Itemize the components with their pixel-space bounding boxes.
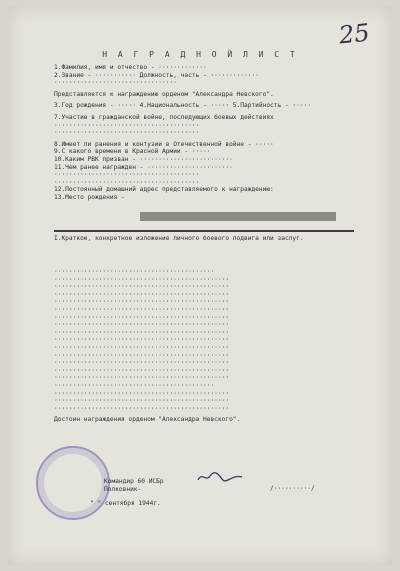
form-line: Представляется к награждению орденом "Александра Невского".: [54, 90, 274, 98]
citation-line: ···············································: [54, 389, 230, 397]
commander-title: [104, 478, 164, 493]
form-fields: [54, 64, 360, 202]
form-line: 1.Фамилия, имя и отчество - ·············: [54, 64, 207, 71]
form-line: 13.Место рождения -: [54, 193, 125, 201]
commander-name: /··········/: [270, 485, 315, 492]
citation-line: ···············································: [54, 397, 230, 405]
citation-line: ···············································: [54, 283, 230, 291]
section-heading: I.Краткое, конкретное изложение личного боевого подвига или заслуг.: [54, 235, 304, 242]
citation-line: ···············································: [54, 321, 230, 329]
form-line: 3.Год рождения - ····· 4.Национальность - ····· 5.Партийность - ·····: [54, 102, 312, 110]
form-line: 2.Звание - ··········· Должность, часть - ·············: [54, 71, 259, 79]
citation-line: ···············································: [54, 336, 230, 344]
citation-line: ···············································: [54, 328, 230, 336]
citation-line: ···············································: [54, 351, 230, 359]
handwritten-page-number: 25: [338, 18, 372, 50]
citation-line: ···············································: [54, 404, 230, 412]
section-divider: [54, 230, 354, 232]
commander-role: Командир 60 ИСБр: [104, 478, 164, 485]
citation-line: ···········································: [54, 381, 215, 389]
citation-line: ···············································: [54, 313, 230, 321]
form-line: 8.Имеет ли ранения и контузии в Отечественной войне - ·····: [54, 140, 274, 148]
citation-line: ···············································: [54, 298, 230, 306]
form-line: 12.Постоянный домашний адрес представляемого к награждению:: [54, 186, 274, 194]
form-line: 11.Чем ранее награжден - ·······················: [54, 163, 233, 171]
citation-line: ···············································: [54, 366, 230, 374]
form-line: 7.Участие в гражданской войне, последующих боевых действиях: [54, 113, 274, 121]
citation-line: ···············································: [54, 305, 230, 313]
form-line: ·······································: [54, 121, 200, 129]
award-sheet: [8, 6, 392, 565]
citation-line: ···········································: [54, 268, 215, 275]
citation-line: ···············································: [54, 343, 230, 351]
form-line: ·································: [54, 79, 177, 87]
citation-text: [54, 268, 360, 424]
citation-line: ···············································: [54, 359, 230, 367]
form-line: 9.С какого времени в Красной Армии - ·····: [54, 148, 211, 156]
signature-date: " " сентября 1944г.: [90, 500, 161, 507]
handwritten-signature: [196, 470, 244, 484]
form-line: ·······································: [54, 178, 200, 186]
document-title: Н А Г Р А Д Н О Й Л И С Т: [102, 50, 298, 59]
citation-line: ···············································: [54, 290, 230, 298]
official-seal: [36, 446, 110, 520]
citation-line: ···············································: [54, 275, 230, 283]
form-line: ·······································: [54, 129, 200, 137]
redaction-bar: [140, 212, 336, 221]
citation-line: ···············································: [54, 374, 230, 382]
form-line: 10.Каким РВК призван - ·························: [54, 155, 233, 163]
commander-rank: Полковник-: [104, 485, 142, 493]
form-line: ·······································: [54, 171, 200, 179]
citation-line: Достоин награждения орденом "Александра Невского".: [54, 416, 241, 424]
